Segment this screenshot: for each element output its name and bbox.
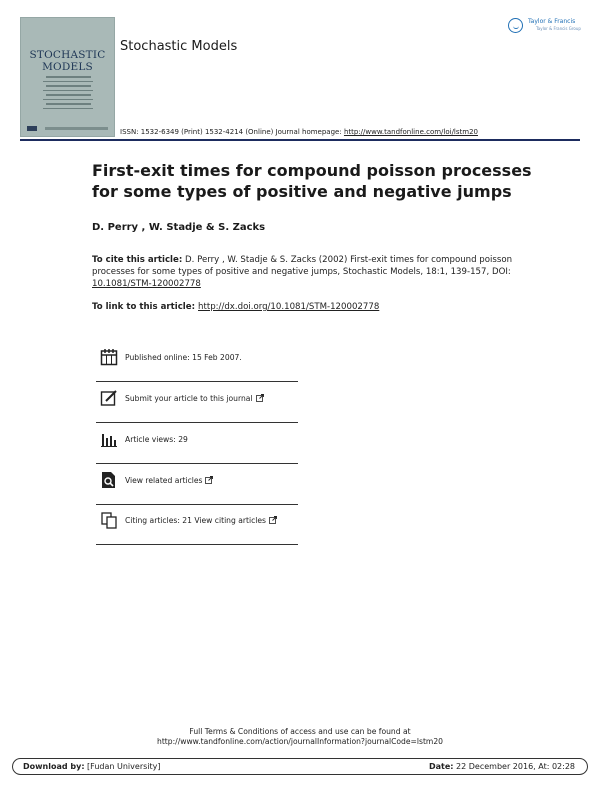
row-divider (96, 422, 298, 423)
external-link-icon (269, 516, 277, 524)
publisher-logo-icon (508, 18, 523, 33)
downloaded-by: Download by: [Fudan University] (23, 762, 161, 771)
citing-articles-row[interactable] (96, 511, 298, 551)
article-authors: D. Perry , W. Stadje & S. Zacks (92, 222, 266, 233)
row-divider (96, 544, 298, 545)
article-link-line: To link to this article: http://dx.doi.org/10.1081/STM-120002778 (92, 302, 380, 312)
download-date: Date: 22 December 2016, At: 02:28 (429, 762, 575, 771)
citing-icon (100, 511, 118, 529)
journal-name: Stochastic Models (120, 39, 238, 54)
header-divider (20, 139, 580, 141)
related-articles-row[interactable] (96, 471, 298, 511)
external-link-icon (205, 476, 213, 484)
terms-text: Full Terms & Conditions of access and use can be found at (189, 727, 411, 736)
citing-articles-link[interactable]: Citing articles: 21 View citing articles (125, 516, 277, 525)
article-title: First-exit times for compound poisson processes for some types of positive and negative jumps (92, 161, 532, 201)
row-divider (96, 381, 298, 382)
article-views-row (96, 430, 298, 470)
doi-link[interactable]: 10.1081/STM-120002778 (92, 278, 201, 289)
external-link-icon (256, 394, 264, 402)
bar-chart-icon (100, 430, 118, 448)
submit-article-link[interactable]: Submit your article to this journal (125, 394, 264, 403)
issn-line: ISSN: 1532-6349 (Print) 1532-4214 (Online) Journal homepage: http://www.tandfonline.com/loi/lstm20 (120, 128, 478, 136)
submit-article-row[interactable] (96, 389, 298, 429)
journal-cover-image (20, 17, 115, 137)
terms-link[interactable]: http://www.tandfonline.com/action/journalInformation?journalCode=lstm20 (157, 737, 443, 746)
publisher-logo: Taylor & Francis Taylor & Francis Group (508, 17, 588, 37)
published-online-text: Published online: 15 Feb 2007. (125, 353, 242, 362)
row-divider (96, 463, 298, 464)
pencil-icon (100, 389, 118, 407)
journal-homepage-link[interactable]: http://www.tandfonline.com/loi/lstm20 (343, 128, 478, 136)
cover-title: STOCHASTIC MODELS (29, 49, 106, 73)
download-info-bar (12, 758, 588, 775)
article-link[interactable]: http://dx.doi.org/10.1081/STM-120002778 (198, 302, 380, 312)
article-views-text: Article views: 29 (125, 435, 188, 444)
published-online-row (96, 348, 298, 388)
calendar-icon (100, 348, 118, 366)
search-doc-icon (100, 471, 118, 489)
citation-block: To cite this article: D. Perry , W. Stadje & S. Zacks (2002) First-exit times for compound poisson processes for some types of positive and negative jumps, Stochastic Models, 18:1, 139-157, DOI: 10.1081/STM-120002778 (92, 255, 513, 289)
row-divider (96, 504, 298, 505)
related-articles-link[interactable]: View related articles (125, 476, 213, 485)
